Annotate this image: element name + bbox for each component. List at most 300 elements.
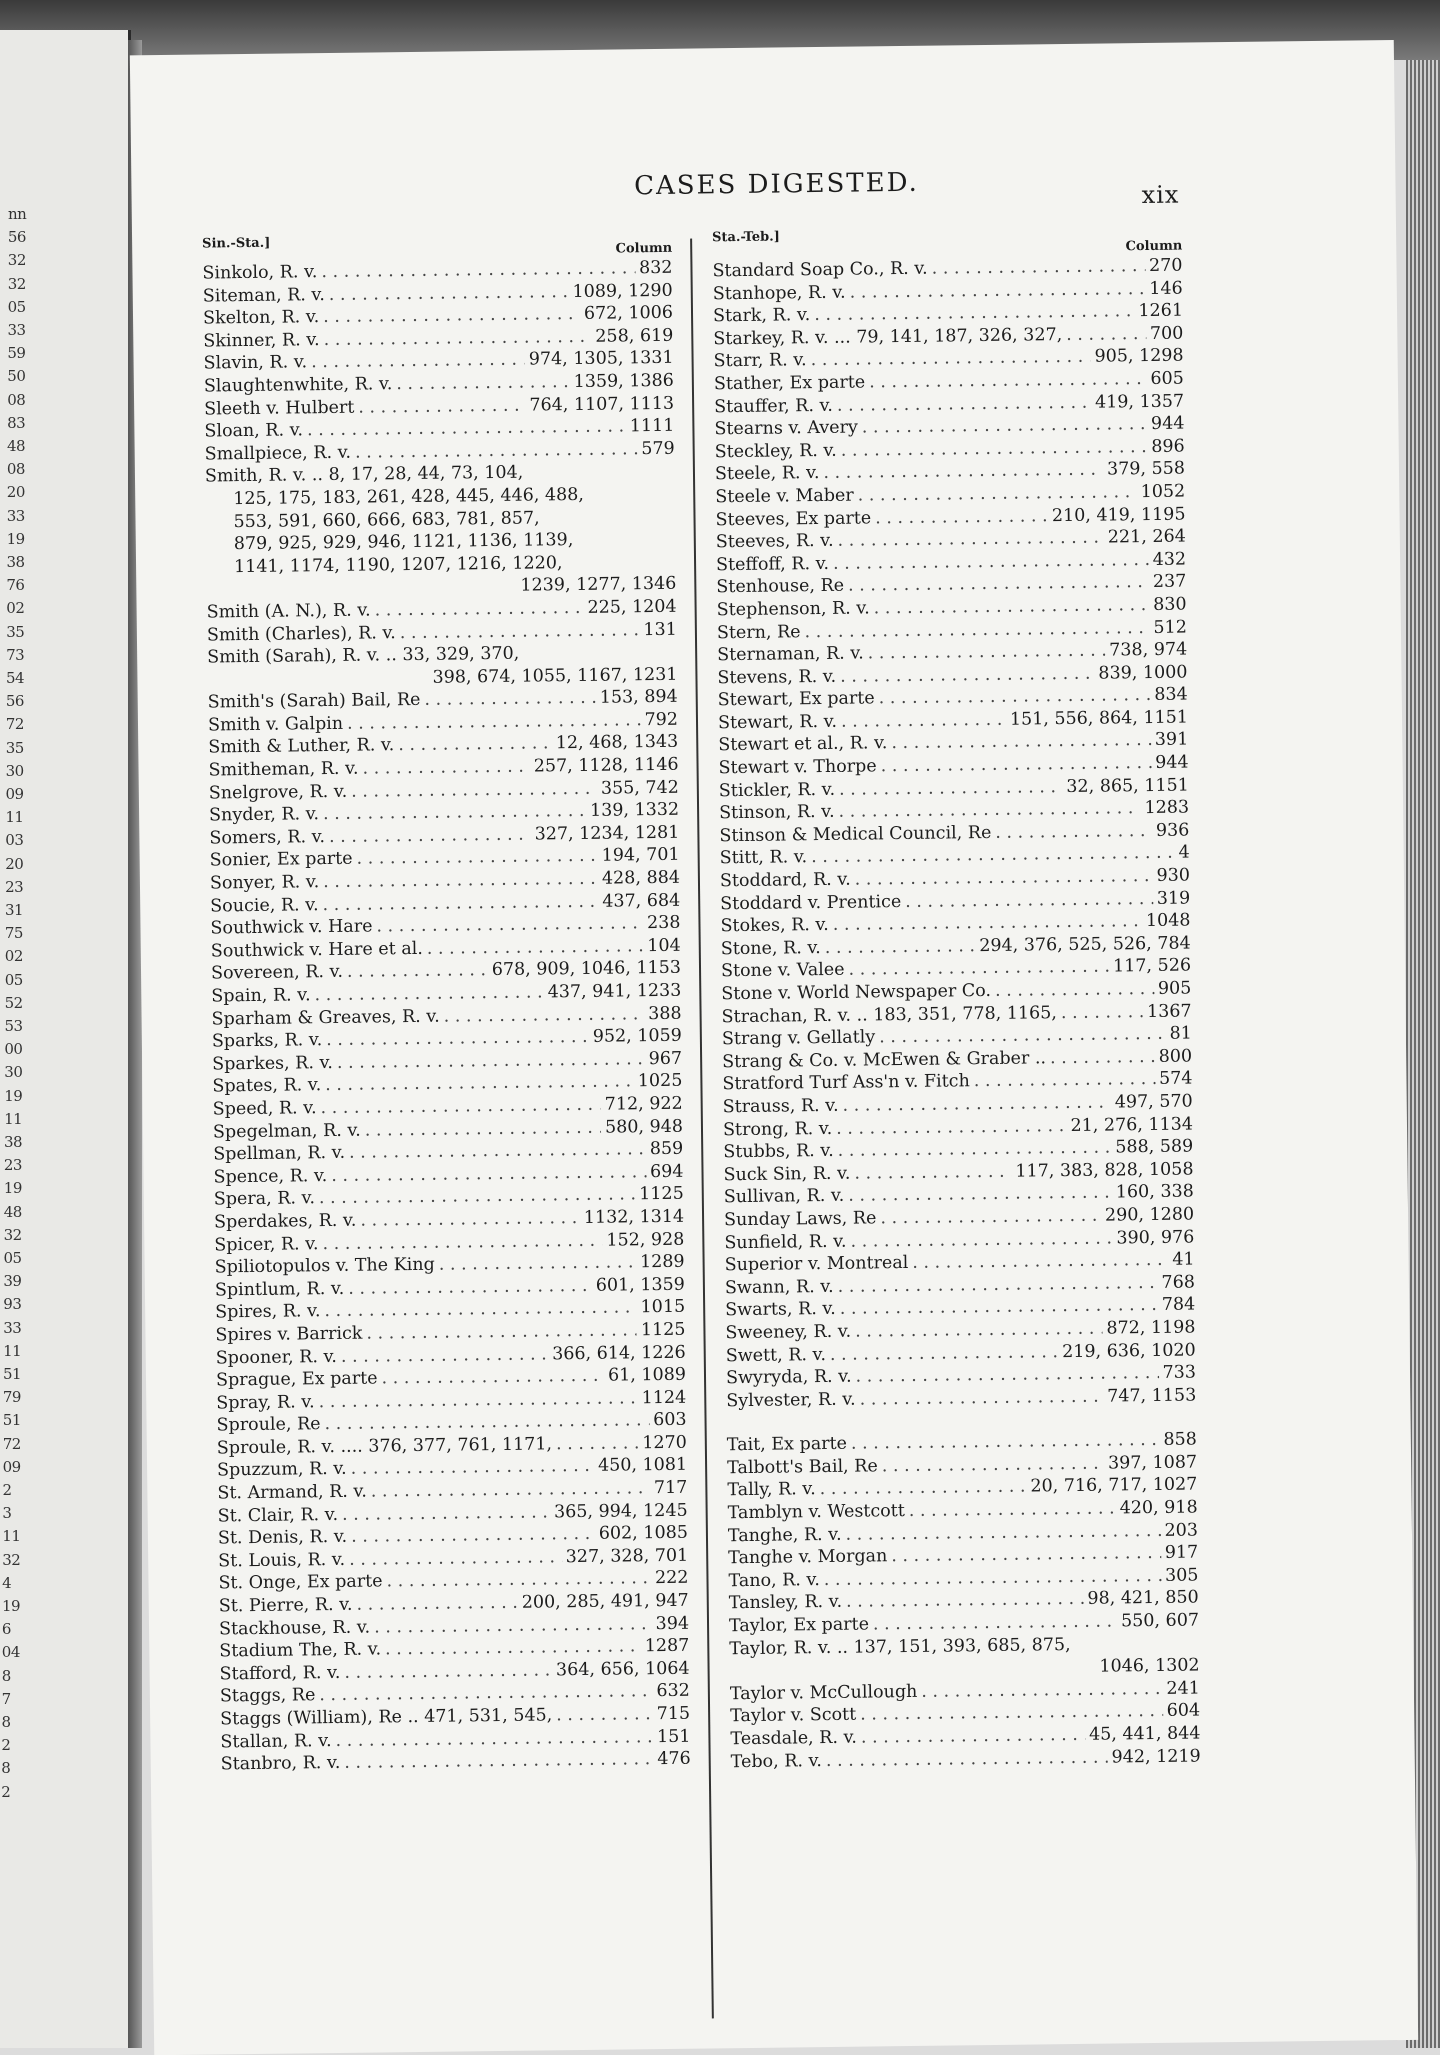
dot-leader	[882, 1452, 1105, 1477]
column-references: 117, 383, 828, 1058	[1015, 1159, 1194, 1182]
case-name: Taylor v. McCullough	[729, 1681, 918, 1705]
case-name: Southwick v. Hare et al.	[210, 938, 423, 962]
column-references: 872, 1198	[1106, 1317, 1196, 1339]
column-references: 944	[1150, 413, 1185, 435]
case-name: Stafford, R. v.	[219, 1662, 341, 1685]
facing-page-fragment: 56	[7, 228, 26, 247]
column-references: 270	[1148, 255, 1183, 276]
book-page	[130, 40, 1418, 2055]
dot-leader	[932, 255, 1146, 280]
dot-leader	[365, 1116, 602, 1141]
dot-leader	[995, 978, 1154, 1003]
case-name: Spiliotopulos v. The King	[214, 1254, 435, 1278]
column-references: 580, 948	[604, 1116, 684, 1138]
continuation-line-final: 398, 674, 1055, 1167, 1231	[432, 664, 678, 688]
case-name: Sonyer, R. v.	[209, 872, 320, 894]
column-references: 153, 894	[599, 687, 678, 708]
column-references: 210, 419, 1195	[1051, 504, 1186, 526]
dot-leader	[905, 888, 1153, 914]
facing-page-fragment: 32	[7, 251, 26, 270]
dot-leader	[323, 800, 586, 826]
facing-page-fragment: 19	[4, 1086, 23, 1105]
facing-page-fragment: 23	[3, 1156, 22, 1175]
continuation-line: 1141, 1174, 1190, 1207, 1216, 1220,	[233, 552, 563, 577]
dot-leader	[556, 1432, 639, 1456]
dot-leader	[329, 823, 531, 848]
case-name: Suck Sin, R. v.	[723, 1163, 851, 1185]
column-references: 437, 941, 1233	[547, 980, 682, 1003]
column-references: 152, 928	[606, 1229, 685, 1251]
column-references: 222	[654, 1568, 689, 1589]
facing-page-fragment: 35	[6, 622, 25, 641]
facing-page-edge	[0, 30, 131, 2048]
column-references: 379, 558	[1106, 458, 1186, 480]
case-name: Spegelman, R. v.	[212, 1120, 361, 1143]
case-name: Tamblyn v. Westcott	[727, 1501, 905, 1524]
case-name: Tanghe v. Morgan	[728, 1546, 888, 1569]
continuation-line-final: 1046, 1302	[1099, 1655, 1200, 1677]
column-references: 832	[638, 257, 673, 279]
case-name: Stitt, R. v.	[719, 847, 808, 869]
dot-leader	[376, 912, 643, 938]
dot-leader	[841, 709, 1006, 734]
column-references: 160, 338	[1115, 1181, 1194, 1203]
column-references: 694	[649, 1161, 684, 1182]
dot-leader	[921, 1678, 1162, 1704]
column-references: 450, 1081	[597, 1455, 688, 1477]
case-name: Spates, R. v.	[212, 1075, 322, 1097]
dot-leader	[842, 1091, 1110, 1117]
case-name: Sperdakes, R. v.	[213, 1210, 357, 1233]
facing-page-fragment: 8	[1, 1713, 11, 1731]
case-name: Staggs, Re	[219, 1685, 316, 1707]
column-references: 944	[1155, 752, 1189, 773]
facing-page-fragment: 4	[2, 1573, 12, 1592]
column-references: 1367	[1146, 1001, 1192, 1022]
page-number: xix	[1141, 180, 1180, 210]
case-name: Tait, Ex parte	[726, 1434, 848, 1456]
case-name: Stoddard v. Prentice	[720, 891, 902, 914]
dot-leader	[909, 1498, 1116, 1523]
case-name: Stinson & Medical Council, Re	[719, 822, 992, 847]
dot-leader	[326, 1026, 589, 1052]
dot-leader	[444, 1003, 645, 1028]
case-name: Stenhouse, Re	[716, 576, 845, 598]
column-references: 241	[1166, 1678, 1200, 1699]
facing-page-fragment: 79	[2, 1388, 21, 1407]
column-references: 139, 1332	[589, 800, 680, 822]
facing-page-fragment: 19	[6, 529, 25, 548]
column-references: 12, 468, 1343	[555, 732, 679, 754]
case-name: Spuzzum, R. v.	[217, 1459, 347, 1481]
dot-leader	[351, 1455, 595, 1481]
facing-page-fragment: 19	[2, 1597, 21, 1615]
dot-leader	[356, 845, 597, 871]
case-name: Skinner, R. v.	[203, 329, 320, 352]
column-references: 21, 276, 1134	[1070, 1114, 1194, 1136]
case-name: Stoddard, R. v.	[719, 869, 851, 892]
column-references: 98, 421, 850	[1087, 1587, 1199, 1610]
column-references: 601, 1359	[595, 1274, 686, 1296]
facing-page-fragment: 09	[5, 785, 24, 803]
facing-page-fragment: 8	[1, 1666, 11, 1685]
left-column	[202, 231, 691, 1775]
column-references: 61, 1089	[607, 1364, 687, 1386]
case-name: Sovereen, R. v.	[210, 962, 344, 984]
column-references: 792	[644, 709, 679, 731]
dot-leader	[825, 935, 976, 959]
column-references: 81	[1169, 1023, 1192, 1044]
column-references: 974, 1305, 1331	[528, 348, 674, 370]
dot-leader	[974, 1068, 1155, 1093]
column-references: 497, 570	[1114, 1091, 1193, 1113]
column-references: 1048	[1145, 910, 1191, 932]
facing-page-fragment: 33	[7, 321, 26, 339]
case-name: Steffoff, R. v.	[715, 553, 830, 575]
dot-leader	[371, 1477, 650, 1503]
case-name: Stewart et al., R. v.	[718, 733, 888, 756]
case-name: Teasdale, R. v.	[730, 1727, 858, 1750]
facing-page-fragment: 03	[5, 831, 24, 850]
column-references: 574	[1158, 1068, 1193, 1090]
facing-page-fragment: 02	[4, 947, 23, 966]
column-references: 839, 1000	[1098, 662, 1188, 684]
facing-page-fragment: 8	[1, 1759, 11, 1778]
facing-page-fragment: 09	[2, 1457, 21, 1476]
column-references: 131	[643, 619, 678, 640]
case-name: Stauffer, R. v.	[714, 395, 834, 417]
case-name: Starr, R. v.	[713, 350, 807, 372]
column-references: 45, 441, 844	[1088, 1723, 1201, 1745]
dot-leader	[854, 1160, 1011, 1185]
column-references: 151	[656, 1726, 691, 1747]
dot-leader	[396, 371, 570, 396]
case-name: Spires v. Barrick	[215, 1323, 363, 1346]
facing-page-fragment: 31	[5, 901, 24, 919]
dot-leader	[400, 619, 640, 645]
column-references: 784	[1161, 1294, 1196, 1316]
column-references: 366, 614, 1226	[552, 1342, 686, 1364]
column-references: 1287	[644, 1635, 690, 1657]
case-name: Somers, R. v.	[209, 826, 326, 849]
case-name: Sweeney, R. v.	[725, 1321, 852, 1344]
index-entry	[221, 1748, 691, 1776]
column-divider	[690, 239, 714, 2019]
facing-page-fragment: 39	[3, 1272, 22, 1291]
column-references: 32, 865, 1151	[1066, 775, 1189, 797]
case-name: Steeves, Ex parte	[715, 507, 872, 530]
dot-leader	[837, 527, 1104, 553]
facing-page-fragment: 75	[4, 924, 23, 943]
column-references: 605	[1150, 368, 1184, 389]
column-references: 859	[649, 1138, 684, 1160]
column-references: 604	[1166, 1700, 1201, 1722]
dot-leader	[348, 1275, 592, 1301]
case-name: Stone v. World Newspaper Co.	[721, 980, 992, 1005]
facing-page-fragment: 23	[5, 877, 24, 896]
facing-page-fragment: 11	[4, 1109, 23, 1128]
facing-page-fragment: 32	[3, 1225, 22, 1244]
column-references: 419, 1357	[1094, 391, 1185, 413]
dot-leader	[820, 1476, 1027, 1501]
facing-page-fragment: 53	[4, 1017, 23, 1035]
case-name: Sullivan, R. v.	[723, 1186, 845, 1208]
dot-leader	[314, 981, 543, 1006]
case-name: Steeves, R. v.	[715, 530, 834, 553]
case-name: Stackhouse, R. v.	[218, 1617, 371, 1640]
case-name: Stubbs, R. v.	[723, 1141, 834, 1163]
column-references: 830	[1153, 594, 1187, 615]
dot-leader	[873, 1610, 1117, 1636]
facing-page-fragment: 6	[1, 1620, 11, 1639]
column-references: 1111	[629, 415, 675, 437]
column-references: 151, 556, 864, 1151	[1009, 707, 1189, 730]
column-references: 936	[1155, 820, 1190, 841]
facing-page-fragment: 11	[2, 1527, 21, 1546]
dot-leader	[850, 1227, 1112, 1253]
case-name: Stickler, R. v.	[718, 779, 836, 801]
case-name: Standard Soap Co., R. v.	[712, 258, 928, 282]
case-name: St. Onge, Ex parte	[218, 1571, 383, 1594]
facing-page-fragment: 48	[7, 437, 26, 455]
dot-leader	[323, 868, 598, 894]
case-name: Steele v. Maber	[715, 485, 854, 508]
dot-leader	[859, 1385, 1103, 1411]
case-name: St. Pierre, R. v.	[218, 1594, 353, 1617]
dot-leader	[358, 394, 525, 419]
dot-leader	[427, 935, 644, 960]
dot-leader	[995, 820, 1152, 845]
case-name: Tebo, R. v.	[730, 1750, 823, 1772]
column-references: 420, 918	[1119, 1497, 1198, 1519]
dot-leader	[349, 1546, 562, 1571]
case-name: Spain, R. v.	[211, 985, 311, 1007]
case-name: Sloan, R. v.	[204, 420, 304, 442]
case-name: Spooner, R. v.	[215, 1346, 338, 1368]
column-references: 672, 1006	[583, 302, 674, 325]
dot-leader	[840, 662, 1095, 688]
column-references: 355, 742	[600, 777, 679, 799]
column-references: 257, 1128, 1146	[533, 754, 679, 777]
case-name: Speed, R. v.	[212, 1098, 317, 1120]
dot-leader	[1061, 1001, 1143, 1025]
column-references: 237	[1152, 571, 1187, 593]
column-references: 104	[647, 935, 681, 956]
column-references: 733	[1162, 1362, 1197, 1383]
case-name: Spray, R. v.	[216, 1391, 315, 1414]
case-name: Talbott's Bail, Re	[727, 1456, 878, 1479]
case-name: Stern, Re	[716, 621, 801, 643]
column-references: 1289	[639, 1251, 685, 1273]
dot-leader	[347, 960, 488, 984]
facing-page-fragment: 72	[5, 715, 24, 734]
column-references: 896	[1151, 436, 1185, 457]
column-references: 290, 1280	[1104, 1204, 1195, 1226]
dot-leader	[891, 729, 1151, 755]
column-references: 319	[1156, 888, 1191, 909]
column-references: 397, 1087	[1107, 1452, 1198, 1474]
column-references: 512	[1153, 617, 1188, 638]
column-references: 764, 1107, 1113	[529, 393, 675, 416]
column-references: 1125	[640, 1319, 686, 1341]
dot-leader	[344, 1659, 552, 1684]
column-references: 327, 1234, 1281	[534, 822, 680, 845]
case-name: Stewart, R. v.	[717, 711, 838, 734]
dot-leader	[329, 281, 569, 307]
case-name: Strong, R. v.	[722, 1118, 833, 1140]
column-references: 364, 656, 1064	[555, 1658, 690, 1681]
column-references: 800	[1158, 1046, 1193, 1067]
column-references: 700	[1149, 323, 1184, 344]
dot-leader	[386, 1568, 651, 1594]
column-references: 117, 526	[1112, 955, 1192, 977]
case-name: Smith v. Galpin	[207, 713, 344, 736]
facing-page-fragment: 7	[1, 1689, 11, 1708]
case-name: St. Clair, R. v.	[217, 1504, 339, 1527]
index-entry	[731, 1745, 1201, 1773]
case-name: Spires, R. v.	[215, 1301, 321, 1323]
column-references: 942, 1219	[1111, 1746, 1201, 1768]
case-name: Swarts, R. v.	[725, 1299, 836, 1321]
case-name: Stone, R. v.	[720, 937, 821, 960]
dot-leader	[374, 1613, 652, 1639]
case-name: Sproule, Re	[216, 1414, 321, 1436]
column-references: 712, 922	[604, 1093, 683, 1115]
facing-page-fragment: nn	[8, 205, 27, 223]
facing-page-fragment: 32	[7, 274, 26, 293]
case-name: Smith's (Sarah) Bail, Re	[207, 690, 421, 713]
facing-page-fragment: 33	[3, 1318, 22, 1337]
column-references: 715	[656, 1703, 691, 1725]
case-name: Stadium The, R. v.	[219, 1639, 382, 1662]
case-name: Stallan, R. v.	[220, 1730, 332, 1753]
column-references: 768	[1161, 1272, 1196, 1293]
continuation-line: 125, 175, 183, 261, 428, 445, 446, 488,	[233, 484, 585, 510]
case-name: Strang & Co. v. McEwen & Graber ..	[722, 1048, 1047, 1073]
case-name: Smith (Charles), R. v.	[206, 622, 396, 646]
column-references: 632	[656, 1681, 690, 1702]
column-references: 588, 589	[1115, 1136, 1194, 1158]
dot-leader	[439, 1251, 637, 1276]
dot-leader	[1066, 323, 1146, 347]
column-header-label: Column	[1125, 238, 1183, 255]
facing-page-fragment: 11	[3, 1341, 22, 1360]
column-references: 394	[655, 1613, 690, 1634]
column-references: 747, 1153	[1107, 1385, 1197, 1407]
dot-leader	[837, 391, 1091, 417]
case-name: Smith (A. N.), R. v.	[206, 600, 371, 623]
column-references: 1283	[1144, 797, 1190, 819]
facing-page-fragment: 30	[5, 761, 24, 780]
case-name: Stevens, R. v.	[717, 666, 837, 688]
column-references: 1052	[1140, 481, 1186, 503]
column-references: 391	[1154, 729, 1189, 751]
case-name: Southwick v. Hare	[210, 916, 373, 939]
case-name: St. Louis, R. v.	[218, 1549, 346, 1572]
column-references: 388	[648, 1003, 682, 1024]
dot-leader	[366, 1319, 637, 1345]
column-guide-word: Sta.-Teb.]	[712, 229, 780, 246]
column-references: 967	[648, 1048, 683, 1069]
case-name: Strang v. Gellatly	[721, 1027, 876, 1050]
case-name: Smith, R. v. .. 8, 17, 28, 44, 73, 104,	[204, 462, 524, 487]
case-name: Stewart v. Thorpe	[718, 756, 877, 779]
case-name: St. Denis, R. v.	[217, 1527, 348, 1549]
dot-leader	[344, 1748, 653, 1774]
column-references: 678, 909, 1046, 1153	[491, 958, 682, 981]
column-references: 917	[1164, 1542, 1199, 1564]
entry-list	[202, 257, 690, 1776]
dot-leader	[875, 505, 1048, 530]
case-name: Sprague, Ex parte	[215, 1368, 378, 1391]
facing-page-fragment: 00	[4, 1040, 23, 1059]
case-name: Skelton, R. v.	[202, 307, 320, 329]
column-references: 294, 376, 525, 526, 784	[979, 933, 1191, 956]
case-name: Steckley, R. v.	[714, 440, 837, 463]
column-references: 905, 1298	[1094, 345, 1184, 368]
facing-page-fragment: 02	[6, 599, 25, 618]
facing-page-fragment: 32	[2, 1550, 21, 1569]
column-references: 432	[1152, 549, 1187, 570]
dot-leader	[556, 1703, 653, 1727]
dot-leader	[311, 349, 525, 374]
case-name: Tally, R. v.	[727, 1479, 816, 1501]
facing-page-fragment: 11	[5, 808, 24, 827]
case-name: Stanbro, R. v.	[220, 1753, 341, 1775]
facing-page-fragment: 33	[6, 506, 25, 525]
facing-page-fragment: 08	[6, 460, 25, 479]
column-references: 41	[1172, 1249, 1195, 1270]
column-references: 1359, 1386	[573, 370, 674, 392]
dot-leader	[360, 1207, 580, 1232]
dot-leader	[868, 640, 1106, 665]
dot-leader	[839, 776, 1063, 801]
facing-page-fragment: 83	[7, 413, 26, 432]
case-name: Smallpiece, R. v.	[204, 442, 352, 465]
case-name: Stearns v. Avery	[714, 417, 858, 440]
case-name: Spellman, R. v.	[213, 1143, 346, 1165]
case-name: Stather, Ex parte	[713, 372, 866, 395]
case-name: Taylor, R. v. .. 137, 151, 393, 685, 875,	[729, 1634, 1071, 1659]
facing-page-fragment: 76	[6, 576, 25, 595]
dot-leader	[848, 1182, 1112, 1208]
dot-leader	[912, 1249, 1168, 1275]
facing-page-fragment: 52	[4, 993, 23, 1012]
right-column	[712, 225, 1201, 1772]
case-name: Sparks, R. v.	[211, 1030, 323, 1052]
case-name: Snelgrove, R. v.	[208, 781, 348, 804]
facing-page-fragment: 30	[4, 1063, 23, 1082]
column-references: 437, 684	[602, 890, 681, 912]
case-name: Sleeth v. Hulbert	[204, 397, 355, 420]
case-name: Sylvester, R. v.	[726, 1389, 856, 1411]
facing-page-fragment: 04	[1, 1643, 20, 1662]
column-guide-word: Sin.-Sta.]	[202, 235, 271, 252]
case-name: Smith (Sarah), R. v. .. 33, 329, 370,	[207, 643, 520, 668]
case-name: Slaughtenwhite, R. v.	[203, 374, 393, 397]
case-name: Strachan, R. v. .. 183, 351, 778, 1165,	[721, 1002, 1058, 1027]
dot-leader	[355, 438, 638, 464]
column-header-label: Column	[615, 240, 673, 257]
dot-leader	[424, 687, 596, 712]
case-name: Taylor, Ex parte	[728, 1614, 870, 1637]
facing-page-fragment: 51	[3, 1365, 22, 1383]
facing-page-fragment: 51	[2, 1411, 21, 1430]
case-name: Stephenson, R. v.	[716, 598, 870, 621]
facing-page-fragment: 3	[2, 1504, 12, 1523]
column-references: 952, 1059	[592, 1025, 682, 1048]
dot-leader	[1050, 1046, 1155, 1070]
